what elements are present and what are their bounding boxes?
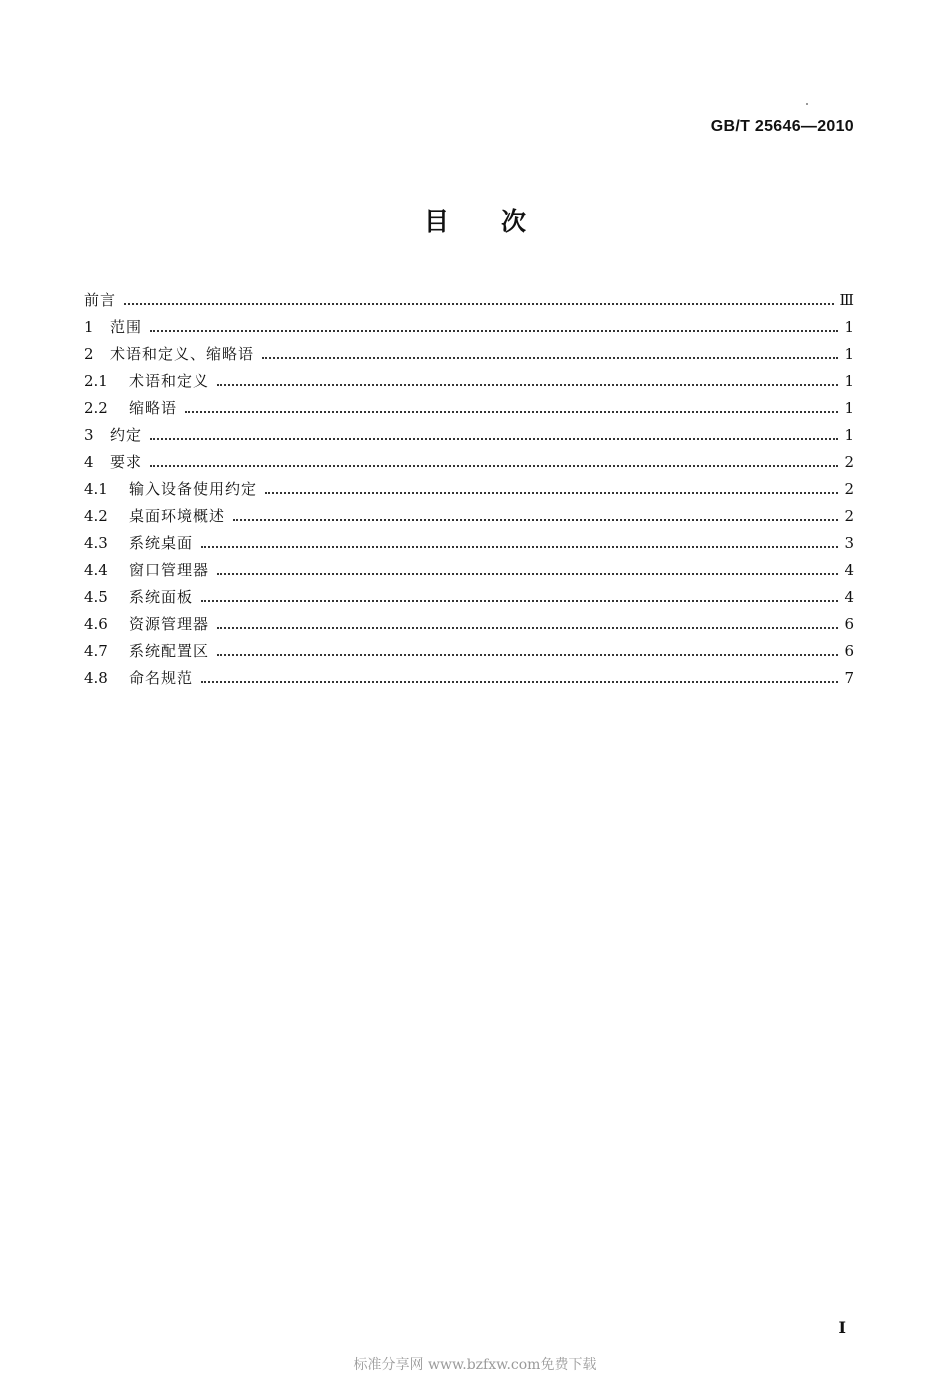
toc-entry[interactable] [84,665,854,692]
toc-entry-page: 2 [844,507,854,525]
toc-entry[interactable] [84,368,854,395]
toc-entry-number: 4 [84,453,94,471]
toc-entry[interactable] [84,557,854,584]
toc-leader-dots [201,600,838,602]
toc-entry-page: 6 [844,615,854,633]
toc-entry-label: 系统桌面 [129,534,194,552]
toc-entry-label: 系统配置区 [129,642,210,660]
toc-entry-label: 命名规范 [129,669,194,687]
standard-number: GB/T 25646—2010 [710,118,854,135]
table-of-contents [84,287,854,692]
toc-entry-page: 4 [844,561,854,579]
toc-entry-page: 2 [844,480,854,498]
toc-entry-number: 4.6 [84,615,108,633]
toc-leader-dots [217,573,838,575]
toc-entry-page: 3 [844,534,854,552]
toc-entry-number: 4.3 [84,534,108,552]
toc-entry-page: 1 [844,399,854,417]
toc-leader-dots [124,303,834,305]
toc-entry-label: 输入设备使用约定 [129,480,258,498]
toc-entry-page: 1 [844,345,854,363]
toc-entry-label: 系统面板 [129,588,194,606]
toc-entry-label: 术语和定义 [129,372,210,390]
toc-leader-dots [233,519,838,521]
toc-entry[interactable] [84,611,854,638]
toc-entry[interactable] [84,395,854,422]
toc-title: 目次 [423,207,578,236]
toc-leader-dots [201,681,838,683]
toc-entry-number: 2 [84,345,94,363]
toc-entry-number: 3 [84,426,94,444]
toc-leader-dots [150,465,838,467]
toc-entry-label: 范围 [110,318,143,336]
toc-entry-label: 术语和定义、缩略语 [110,345,255,363]
toc-leader-dots [217,627,838,629]
toc-entry-number: 4.2 [84,507,108,525]
toc-entry[interactable] [84,287,854,314]
toc-entry[interactable] [84,503,854,530]
toc-leader-dots [262,357,838,359]
toc-entry-page: 1 [844,318,854,336]
toc-leader-dots [150,438,838,440]
toc-entry-label: 缩略语 [129,399,178,417]
toc-entry[interactable] [84,422,854,449]
toc-entry-label: 要求 [110,453,143,471]
toc-entry[interactable] [84,476,854,503]
toc-entry[interactable] [84,314,854,341]
toc-entry-number: 2.1 [84,372,108,390]
toc-leader-dots [217,384,838,386]
toc-entry[interactable] [84,584,854,611]
toc-leader-dots [217,654,838,656]
toc-entry-number: 4.7 [84,642,108,660]
toc-entry-page: 7 [844,669,854,687]
toc-entry-page: 6 [844,642,854,660]
watermark: 标准分享网 www.bzfxw.com免费下载 [353,1357,597,1373]
toc-entry-number: 4.4 [84,561,108,579]
toc-entry-page: 1 [844,426,854,444]
toc-entry-label: 约定 [110,426,143,444]
toc-entry-page: 1 [844,372,854,390]
toc-entry-page: Ⅲ [839,291,854,309]
toc-leader-dots [185,411,838,413]
scan-speck [806,103,808,105]
toc-leader-dots [150,330,838,332]
toc-entry[interactable] [84,449,854,476]
toc-entry-label: 窗口管理器 [129,561,210,579]
toc-entry[interactable] [84,341,854,368]
toc-entry[interactable] [84,530,854,557]
toc-leader-dots [265,492,838,494]
toc-entry-label: 资源管理器 [129,615,210,633]
toc-entry-label: 前言 [84,291,117,309]
toc-entry-number: 2.2 [84,399,108,417]
toc-entry-number: 4.5 [84,588,108,606]
page-number: I [838,1318,846,1337]
toc-entry-page: 2 [844,453,854,471]
toc-leader-dots [201,546,838,548]
toc-entry[interactable] [84,638,854,665]
toc-entry-label: 桌面环境概述 [129,507,226,525]
toc-entry-number: 1 [84,318,94,336]
toc-entry-number: 4.8 [84,669,108,687]
toc-entry-number: 4.1 [84,480,108,498]
toc-entry-page: 4 [844,588,854,606]
